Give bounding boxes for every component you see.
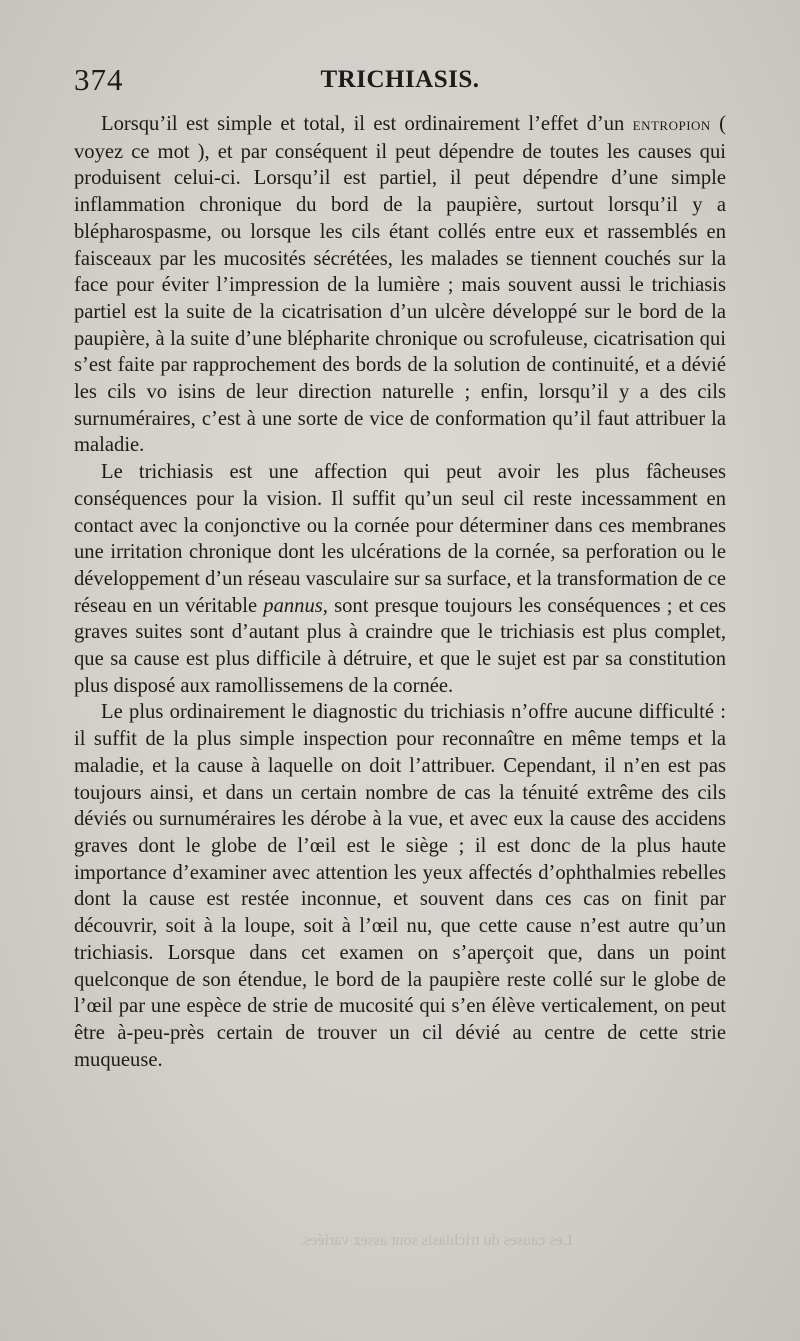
paragraph-2 — [74, 459, 726, 699]
italic-term-pannus: pannus — [263, 594, 323, 617]
page-number: 374 — [74, 62, 124, 97]
show-through-text: Les causes du trichiasis sont assez variées. — [300, 1232, 573, 1249]
paragraph-2-text-a: Le trichiasis est une affection qui peut avoir les plus fâcheuses conséquences pour la vision. Il suffit qu’un seul cil reste incessamment en contact avec la conjonctive ou la cornée pour déterminer dans ces membranes une irritation chronique dont les ulcérations de la cornée, sa perforation ou le développement d’un réseau vasculaire sur sa surface, et la transformation de ce réseau en un véritable — [74, 461, 726, 617]
running-title: TRICHIASIS. — [320, 66, 480, 93]
paragraph-2-text-b: , sont presque toujours les conséquences ; et ces graves suites sont d’autant plus à craindre que le trichiasis est plus complet, que sa cause est plus difficile à détruire, et que le sujet est par sa constitution plus disposé aux ramollissemens de la cornée. — [74, 594, 726, 697]
body-text — [74, 111, 726, 1073]
paragraph-1-text-a: Lorsqu’il est simple et total, il est ordinairement l’effet d’un — [101, 113, 633, 135]
paragraph-1-text-b: ( voyez ce mot ), et par conséquent il peut dépendre de toutes les causes qui produisent celui-ci. Lorsqu’il est partiel, il peut dépendre d’une simple inflammation chronique du bord de la paupière, surtout lorsqu’il y a blépharospasme, ou lorsque les cils étant collés entre eux et rassemblés en faisceaux par les mucosités sécrétées, les malades se tiennent couchés sur la face pour éviter l’impression de la lumière ; mais souvent aussi le trichiasis partiel est la suite de la cicatrisation d’un ulcère développé sur le bord de la paupière, à la suite d’une blépharite chronique ou scrofuleuse, cicatrisation qui s’est faite par rapprochement des bords de la solution de continuité, et a dévié les cils vo isins de leur direction naturelle ; enfin, lorsqu’il y a des cils surnuméraires, c’est à une sorte de vice de conformation qu’il faut attribuer la maladie. — [74, 113, 726, 457]
cross-reference-entropion: entropion — [632, 114, 711, 135]
paragraph-3: Le plus ordinairement le diagnostic du trichiasis n’offre aucune difficulté : il suffit de la plus simple inspection pour reconnaître en même temps et la maladie, et la cause à laquelle on doit l’attribuer. Cependant, il n’en est pas toujours ainsi, et dans un certain nombre de cas la ténuité extrême des cils déviés ou surnuméraires les dérobe à la vue, et avec eux la cause des accidens graves dont le globe de l’œil est le siège ; il est donc de la plus haute importance d’examiner avec attention les yeux affectés d’ophthalmies rebelles dont la cause est restée inconnue, et souvent dans ces cas on finit par découvrir, soit à la loupe, soit à l’œil nu, que cette cause n’est autre qu’un trichiasis. Lorsque dans cet examen on s’aperçoit que, dans un point quelconque de son étendue, le bord de la paupière reste collé sur le globe de l’œil par une espèce de strie de mucosité qui s’en élève verticalement, on peut être à-peu-près certain de trouver un cil dévié au centre de cette strie muqueuse. — [74, 701, 726, 1071]
page-header — [74, 62, 726, 102]
paragraph-1 — [74, 111, 726, 459]
